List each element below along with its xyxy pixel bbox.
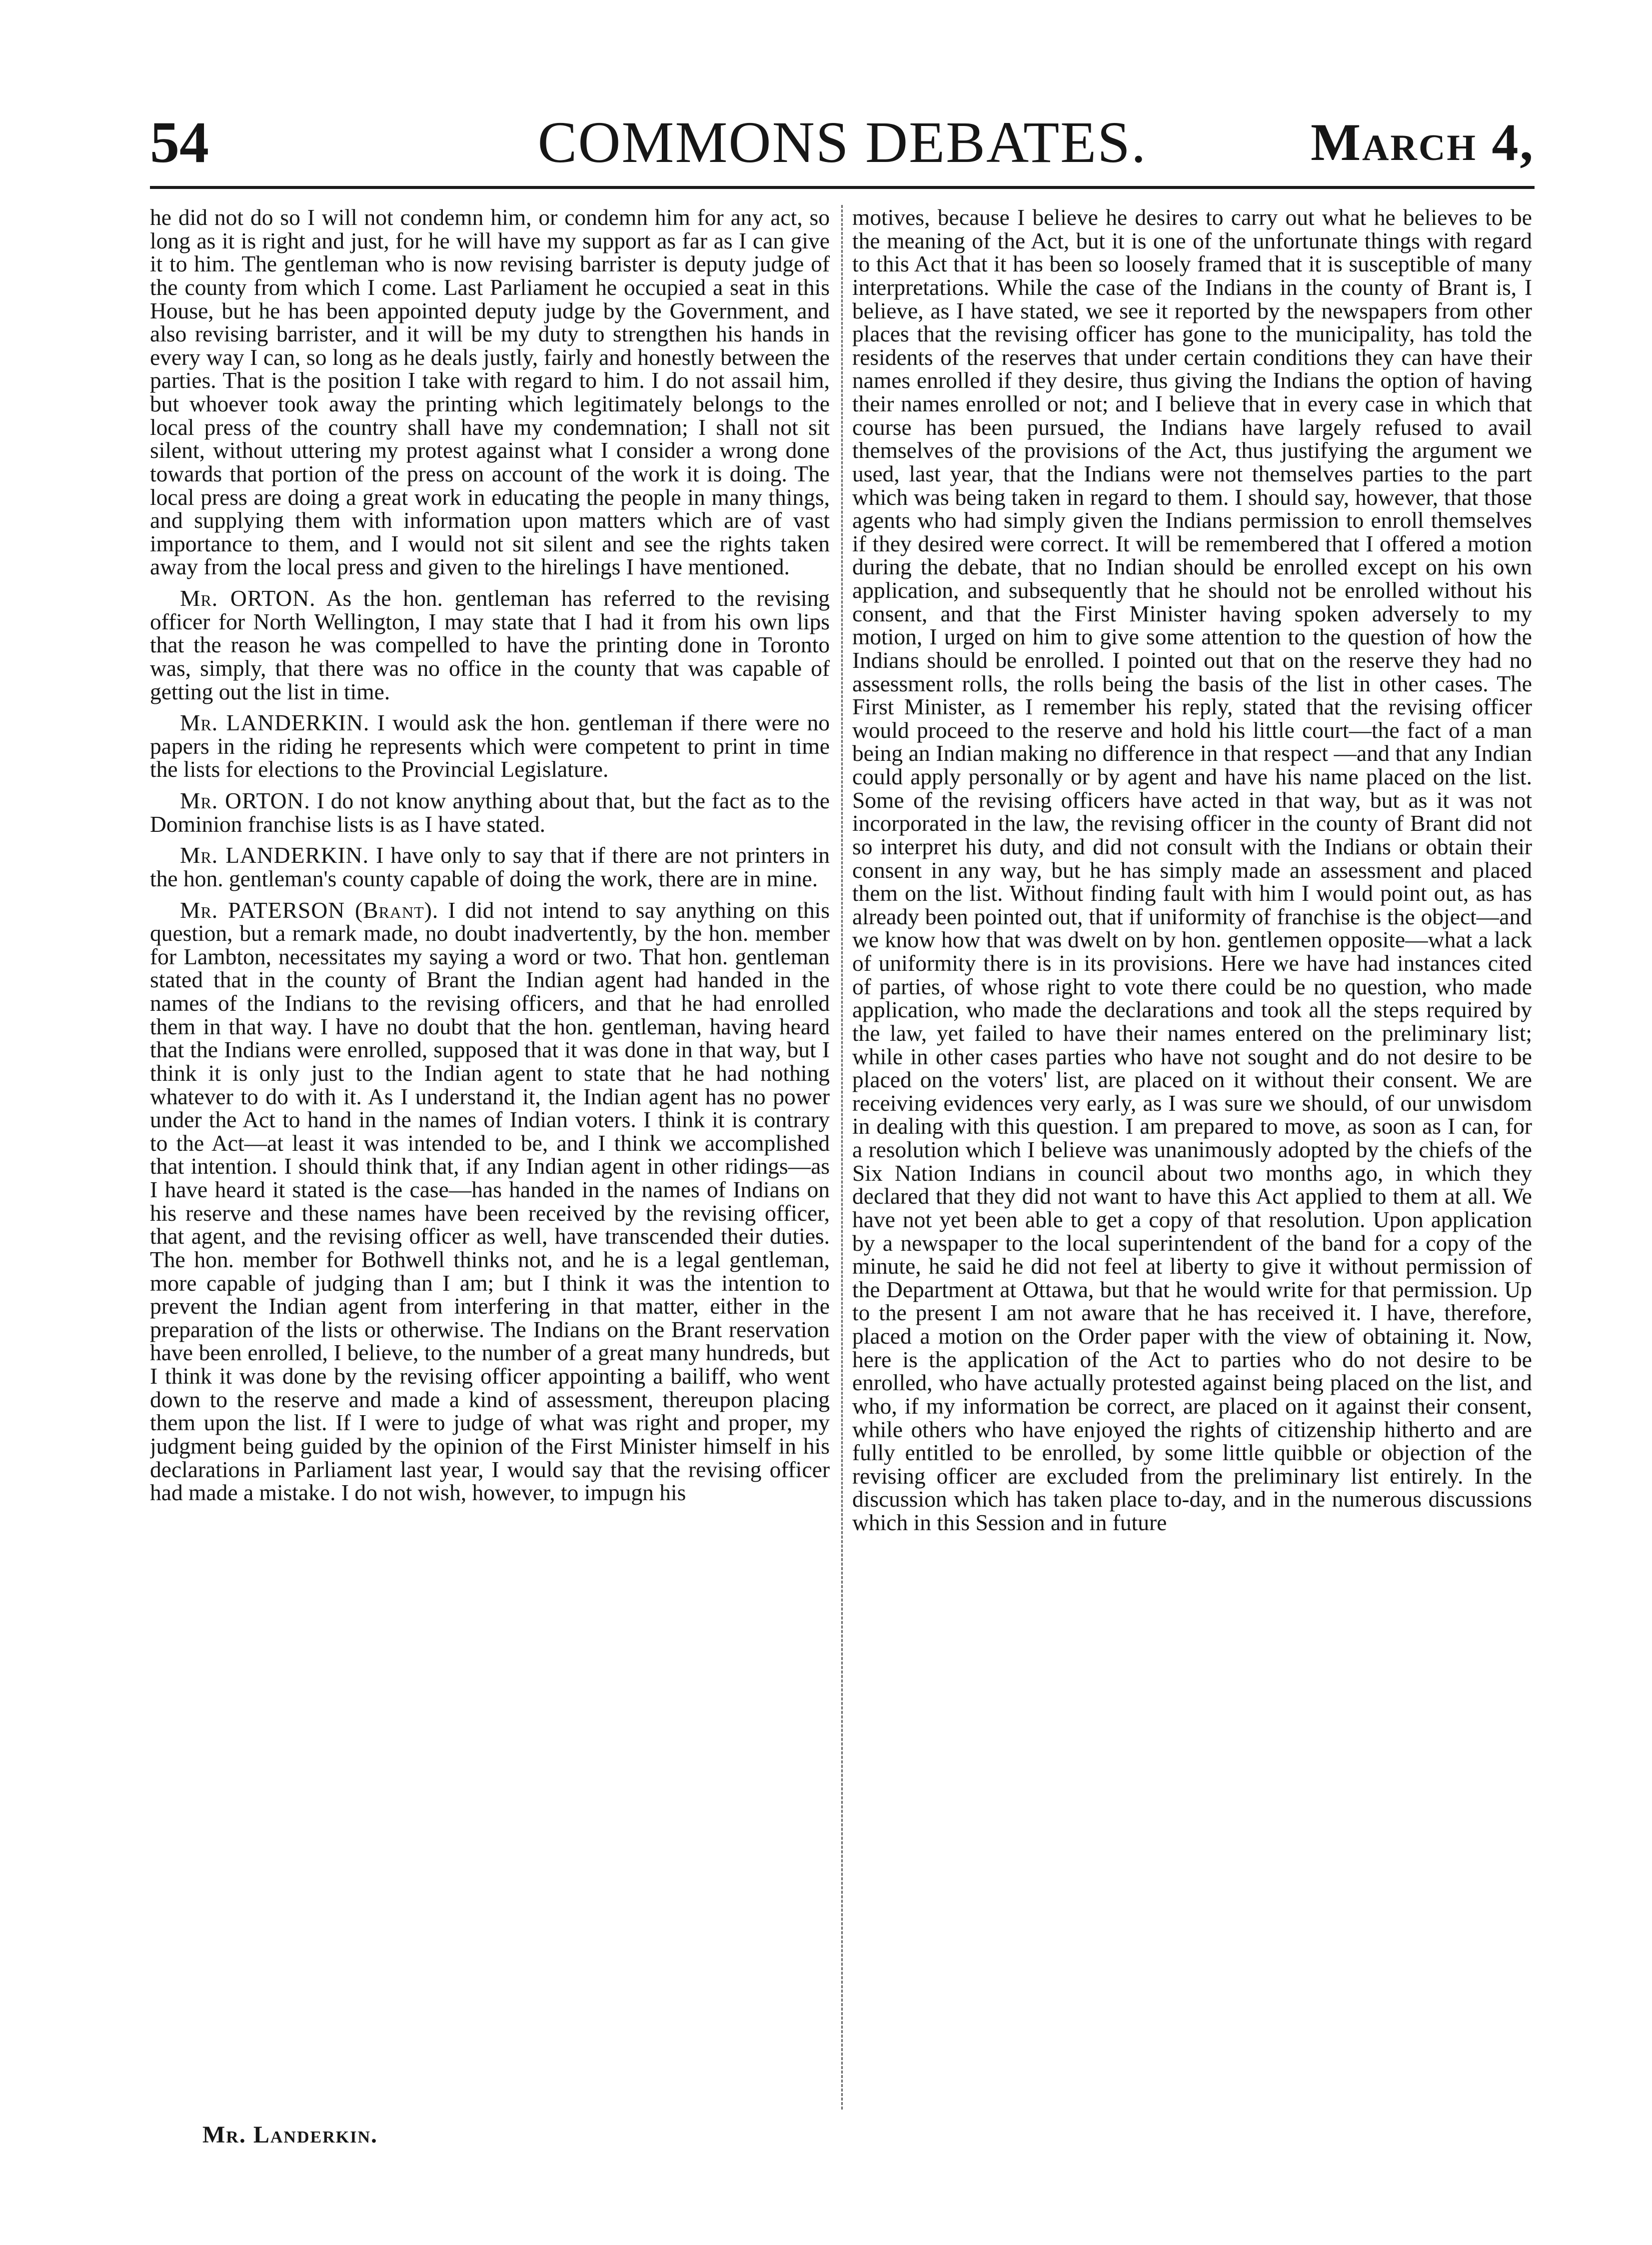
paragraph-text: I have only to say that if there are not printers in the hon. gentleman's county capable of doing the work, there are in mine. [150, 842, 830, 891]
paragraph [150, 206, 830, 579]
paragraph [852, 206, 1532, 1535]
paragraph-text: motives, because I believe he desires to carry out what he believes to be the meaning of the Act, but it is one of the unfortunate things with regard to this Act that it has been so loosely framed that it is susceptible of many interpretations. While the case of the Indians in the county of Brant is, I believe, as I have stated, we see it reported by the newspapers from other places that the revising officer has gone to the municipality, has told the residents of the reserves that under certain conditions they can have their names enrolled if they desire, thus giving the Indians the option of having their names enrolled or not; and I believe that in every case in which that course has been pursued, the Indians have largely refused to avail themselves of the provisions of the Act, thus justifying the argument we used, last year, that the Indians were not themselves parties to the part which was being taken in regard to them. I should say, however, that those agents who had simply given the Indians permission to enroll themselves if they desired were correct. It will be remembered that I offered a motion during the debate, that no Indian should be enrolled except on his own application, and subsequently that he should not be enrolled without his consent, and that the First Minister having spoken adversely to my motion, I urged on him to give some attention to the question of how the Indians should be enrolled. I pointed out that on the reserve they had no assessment rolls, the rolls being the basis of the list in other cases. The First Minister, as I remember his reply, stated that the revising officer would proceed to the reserve and hold his little court—the fact of a man being an Indian making no difference in that respect —and that any Indian could apply personally or by agent and have his name placed on the list. Some of the revising officers have acted in that way, but as it was not incorporated in the law, the revising officer in the county of Brant did not so interpret his duty, and did not consult with the Indians or obtain their consent in any way, but he has simply made an assessment and placed them on the list. Without finding fault with him I would point out, as has already been pointed out, that if uniformity of franchise is the object—and we know how that was dwelt on by hon. gentlemen opposite—what a lack of uniformity there is in its provisions. Here we have had instances cited of parties, of whose right to vote there could be no question, who made application, who made the declarations and took all the steps required by the law, yet failed to have their names entered on the preliminary list; while in other cases parties who have not sought and do not desire to be placed on the voters' list, are placed on it without their consent. We are receiving evidences very early, as I was sure we should, of our unwisdom in dealing with this question. I am prepared to move, as soon as I can, for a resolution which I believe was unanimously adopted by the chiefs of the Six Nation Indians in council about two months ago, in which they declared that they did not want to have this Act applied to them at all. We have not yet been able to get a copy of that resolution. Upon application by a newspaper to the local superintendent of the band for a copy of the minute, he said he did not feel at liberty to give it without permission of the Department at Ottawa, but that he would write for that permission. Up to the present I am not aware that he has received it. I have, therefore, placed a motion on the Order paper with the view of obtaining it. Now, here is the application of the Act to parties who do not desire to be enrolled, who have actually protested against being placed on the list, and who, if my information be correct, are placed on it against their consent, while others who have enjoyed the rights of citizenship hitherto and are fully entitled to be enrolled, by some little quibble or objection of the revising officer are excluded from the preliminary list entirely. In the discussion which has taken place to-day, and in the numerous discussions which in this Session and in future [852, 206, 1532, 1535]
paragraph [150, 789, 830, 836]
speaker-name: Mr. PATERSON (Brant). [180, 897, 439, 923]
speaker-name: Mr. LANDERKIN. [180, 842, 369, 868]
page-date: March 4, [1311, 113, 1535, 171]
header-rule [150, 186, 1535, 189]
publication-title: COMMONS DEBATES. [537, 109, 1147, 175]
speaker-name: Mr. ORTON. [180, 788, 310, 813]
paragraph-text: I would ask the hon. gentleman if there were no papers in the riding he represents which were competent to print in time the lists for elections to the Provincial Legislature. [150, 710, 830, 782]
paragraph [150, 587, 830, 703]
footer-running-name: Mr. Landerkin. [202, 2122, 378, 2148]
paragraph [150, 899, 830, 1505]
page-number: 54 [150, 109, 209, 175]
speaker-name: Mr. ORTON. [180, 585, 316, 611]
right-column [852, 206, 1532, 2106]
speaker-name: Mr. LANDERKIN. [180, 710, 370, 736]
paragraph-text: I do not know anything about that, but the fact as to the Dominion franchise lists is as I have stated. [150, 788, 830, 837]
left-column [150, 206, 830, 2106]
paragraph-text: I did not intend to say anything on this question, but a remark made, no doubt inadvertently, by the hon. member for Lambton, necessitates my saying a word or two. That hon. gentleman stated that in the county of Brant the Indian agent had handed in the names of the Indians to the revising officers, and that he had enrolled them in that way. I have no doubt that the hon. gentleman, having heard that the Indians were enrolled, supposed that it was done in that way, but I think it is only just to the Indian agent to state that he had nothing whatever to do with it. As I understand it, the Indian agent has no power under the Act to hand in the names of Indian voters. I think it is contrary to the Act—at least it was intended to be, and I think we accomplished that intention. I should think that, if any Indian agent in other ridings—as I have heard it stated is the case—has handed in the names of Indians on his reserve and these names have been received by the revising officer, that agent, and the revising officer as well, have transcended their duties. The hon. member for Bothwell thinks not, and he is a legal gentleman, more capable of judging than I am; but I think it was the intention to prevent the Indian agent from interfering in that matter, either in the preparation of the lists or otherwise. The Indians on the Brant reservation have been enrolled, I believe, to the number of a great many hundreds, but I think it was done by the revising officer appointing a bailiff, who went down to the reserve and made a kind of assessment, thereupon placing them upon the list. If I were to judge of what was right and proper, my judgment being guided by the opinion of the First Minister himself in his declarations in Parliament last year, I would say that the revising officer had made a mistake. I do not wish, however, to impugn his [150, 897, 830, 1506]
paragraph [150, 844, 830, 890]
column-divider [841, 205, 843, 2110]
paragraph-text: he did not do so I will not condemn him, or condemn him for any act, so long as it is right and just, for he will have my support as far as I can give it to him. The gentleman who is now revising barrister is deputy judge of the county from which I come. Last Parliament he occupied a seat in this House, but he has been appointed deputy judge by the Government, and also revising barrister, and it will be my duty to strengthen his hands in every way I can, so long as he deals justly, fairly and honestly between the parties. That is the position I take with regard to him. I do not assail him, but whoever took away the printing which legitimately belongs to the local press of the country shall have my condemnation; I shall not sit silent, without uttering my protest against what I consider a wrong done towards that portion of the press on account of the work it is doing. The local press are doing a great work in educating the people in many things, and supplying them with information upon matters which are of vast importance to them, and I would not sit silent and see the rights taken away from the local press and given to the hirelings I have mentioned. [150, 206, 830, 580]
page-header [150, 107, 1535, 177]
paragraph-text: As the hon. gentleman has referred to the revising officer for North Wellington, I may state that I had it from his own lips that the reason he was compelled to have the printing done in Toronto was, simply, that there was no office in the county that was capable of getting out the list in time. [150, 585, 830, 704]
paragraph [150, 711, 830, 781]
